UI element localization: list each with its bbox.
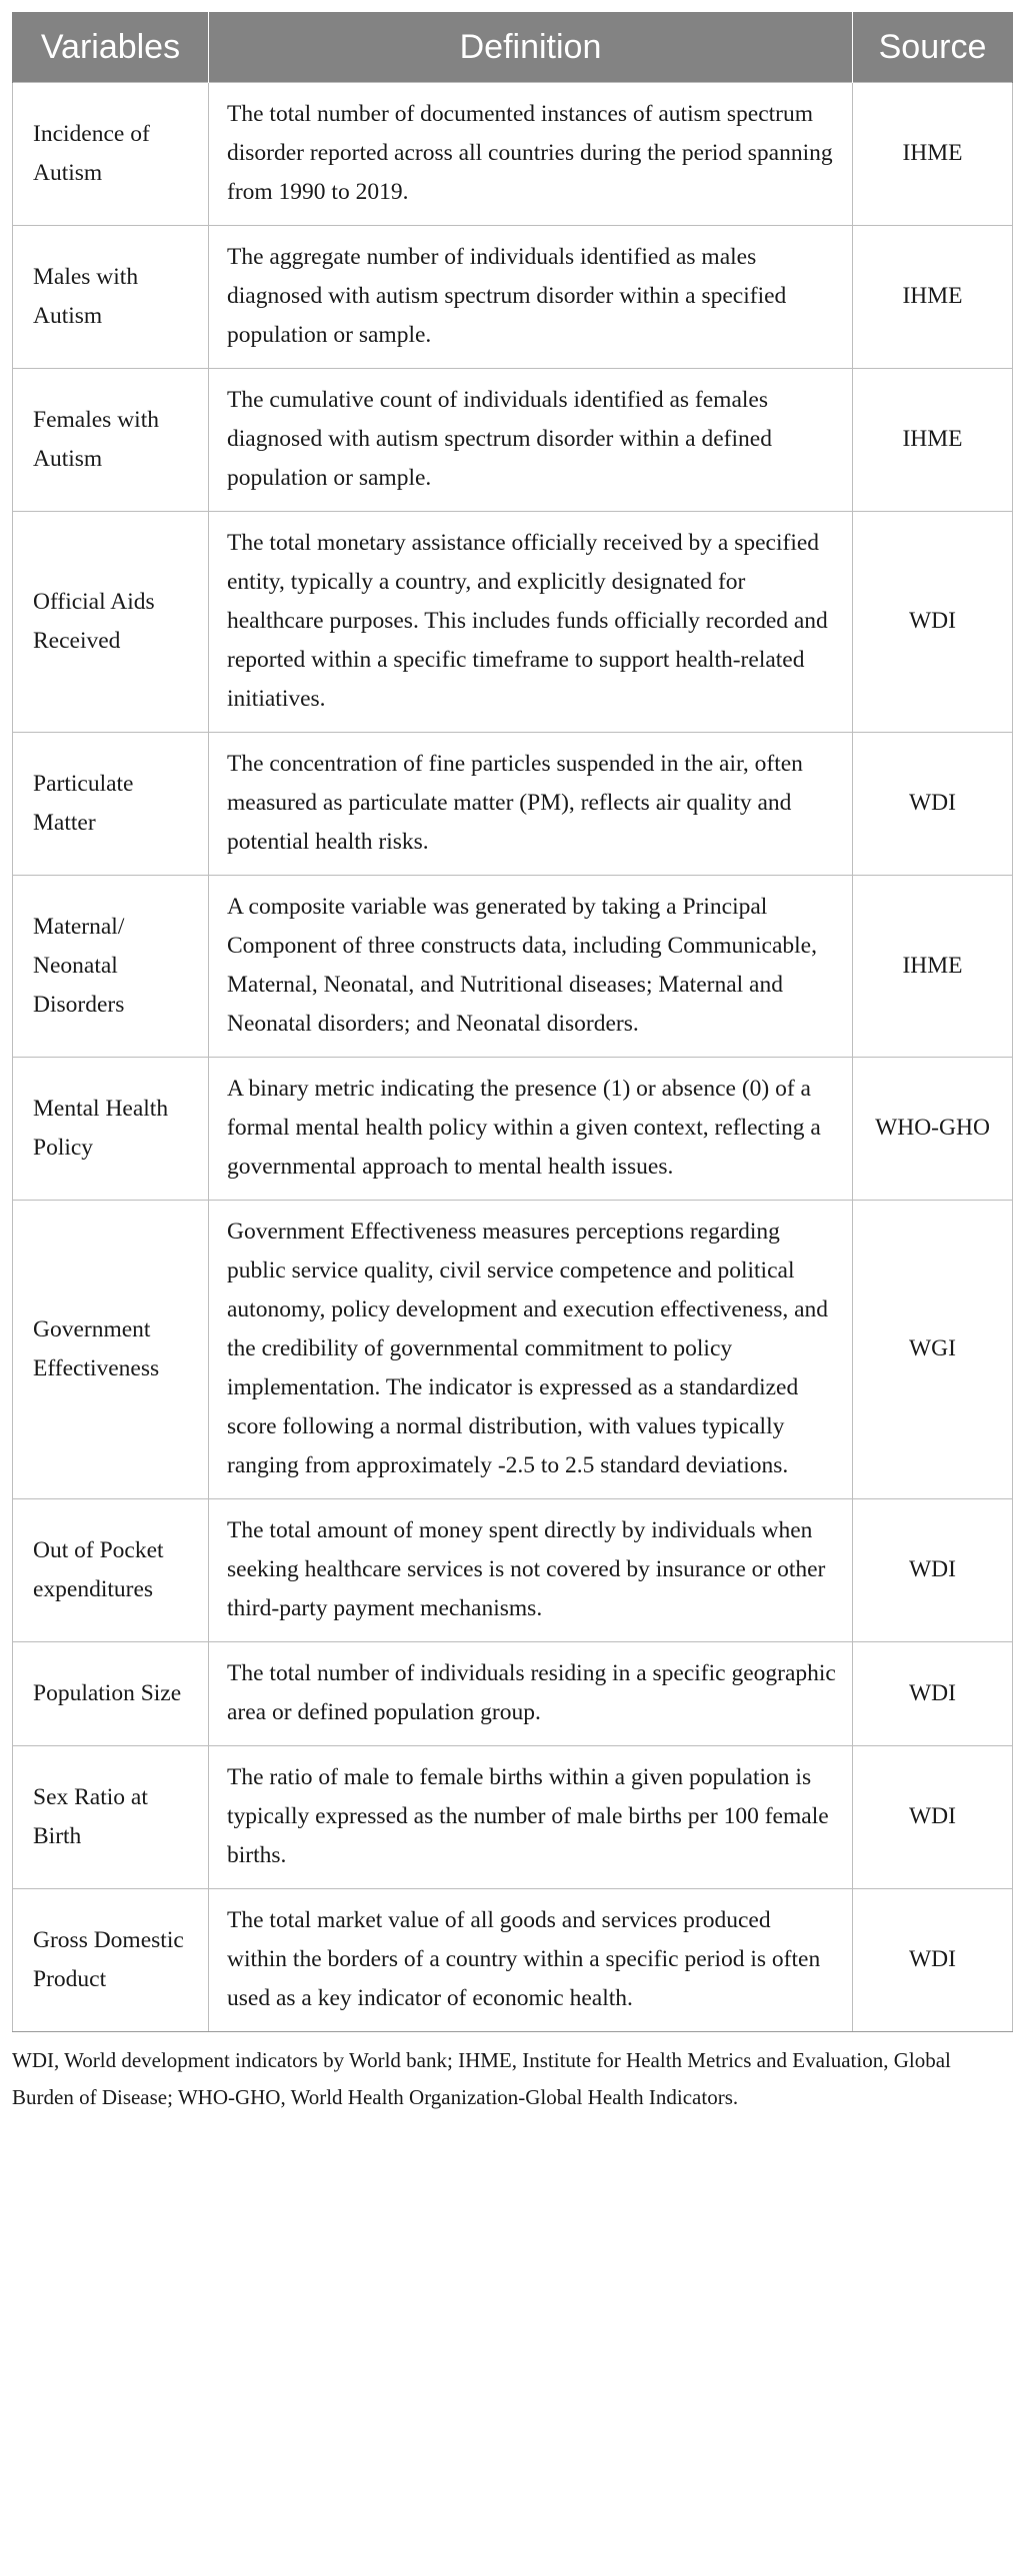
header-row [13,12,1013,83]
source-cell: WGI [853,1201,1013,1499]
variable-cell: Gross Domestic Product [13,1889,209,2032]
definition-cell: A composite variable was generated by taking a Principal Component of three constructs data, including Communicable, Maternal, Neonatal, and Nutritional diseases; Maternal and Neonatal disorders; and Neonatal disorders. [209,876,853,1058]
source-cell: IHME [853,226,1013,369]
source-cell: IHME [853,83,1013,226]
table-row [13,733,1013,876]
variables-table [12,12,1013,2032]
definition-cell: A binary metric indicating the presence (1) or absence (0) of a formal mental health policy within a given context, reflecting a governmental approach to mental health issues. [209,1058,853,1201]
table-row [13,1499,1013,1642]
definition-cell: The aggregate number of individuals identified as males diagnosed with autism spectrum disorder within a specified population or sample. [209,226,853,369]
table-row [13,369,1013,512]
variable-cell: Official Aids Received [13,512,209,733]
document-page [12,12,1012,2116]
source-cell: WDI [853,512,1013,733]
table-header [13,12,1013,83]
header-variables: Variables [13,12,209,83]
definition-cell: The total market value of all goods and services produced within the borders of a country within a specific period is often used as a key indicator of economic health. [209,1889,853,2032]
source-cell: IHME [853,369,1013,512]
variable-cell: Out of Pocket expenditures [13,1499,209,1642]
source-cell: WDI [853,1499,1013,1642]
variable-cell: Mental Health Policy [13,1058,209,1201]
source-cell: WDI [853,1746,1013,1889]
table-row [13,1642,1013,1746]
table-row [13,1058,1013,1201]
definition-cell: Government Effectiveness measures perceptions regarding public service quality, civil service competence and political autonomy, policy development and execution effectiveness, and the credibility of governmental commitment to policy implementation. The indicator is expressed as a standardized score following a normal distribution, with values typically ranging from approximately -2.5 to 2.5 standard deviations. [209,1201,853,1499]
definition-cell: The total amount of money spent directly by individuals when seeking healthcare services is not covered by insurance or other third-party payment mechanisms. [209,1499,853,1642]
definition-cell: The total number of documented instances of autism spectrum disorder reported across all countries during the period spanning from 1990 to 2019. [209,83,853,226]
variable-cell: Sex Ratio at Birth [13,1746,209,1889]
table-row [13,1201,1013,1499]
table-body [13,83,1013,2032]
table-row [13,876,1013,1058]
table-row [13,226,1013,369]
source-cell: IHME [853,876,1013,1058]
variable-cell: Maternal/ Neonatal Disorders [13,876,209,1058]
source-cell: WDI [853,733,1013,876]
table-row [13,1889,1013,2032]
variable-cell: Females with Autism [13,369,209,512]
variable-cell: Particulate Matter [13,733,209,876]
variable-cell: Males with Autism [13,226,209,369]
table-row [13,512,1013,733]
variable-cell: Government Effectiveness [13,1201,209,1499]
definition-cell: The cumulative count of individuals identified as females diagnosed with autism spectrum disorder within a defined population or sample. [209,369,853,512]
source-cell: WDI [853,1889,1013,2032]
header-definition: Definition [209,12,853,83]
definition-cell: The total number of individuals residing in a specific geographic area or defined population group. [209,1642,853,1746]
definition-cell: The concentration of fine particles suspended in the air, often measured as particulate matter (PM), reflects air quality and potential health risks. [209,733,853,876]
variable-cell: Incidence of Autism [13,83,209,226]
table-footnote: WDI, World development indicators by World bank; IHME, Institute for Health Metrics and Evaluation, Global Burden of Disease; WHO-GHO, World Health Organization-Global Health Indicators. [12,2048,951,2109]
source-cell: WDI [853,1642,1013,1746]
definition-cell: The total monetary assistance officially received by a specified entity, typically a country, and explicitly designated for healthcare purposes. This includes funds officially recorded and reported within a specific timeframe to support health-related initiatives. [209,512,853,733]
table-row [13,1746,1013,1889]
source-cell: WHO-GHO [853,1058,1013,1201]
variable-cell: Population Size [13,1642,209,1746]
table-row [13,83,1013,226]
definition-cell: The ratio of male to female births within a given population is typically expressed as the number of male births per 100 female births. [209,1746,853,1889]
header-source: Source [853,12,1013,83]
